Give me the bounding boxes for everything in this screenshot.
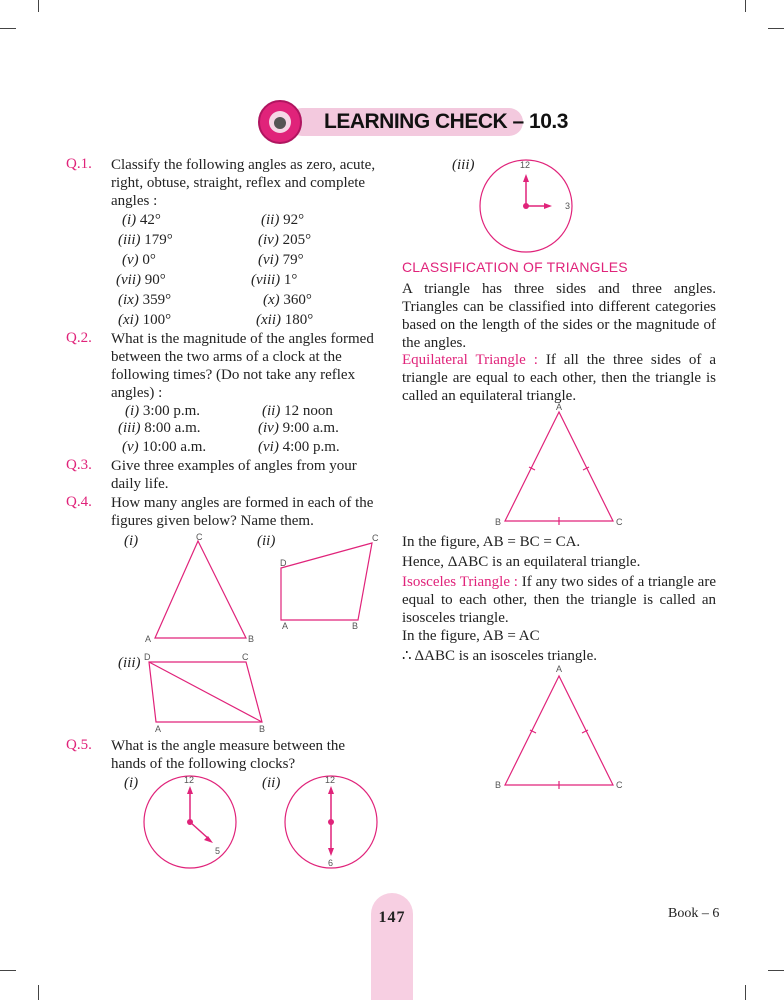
vertex-label: A xyxy=(145,634,152,644)
isosceles-conclusion: ∴ ΔABC is an isosceles triangle. xyxy=(402,648,597,664)
q1-option: (i) 42° xyxy=(122,212,161,228)
crop-mark xyxy=(38,985,39,1000)
q3-number: Q.3. xyxy=(66,457,92,473)
bee-emblem-icon xyxy=(258,100,302,144)
isosceles-statement: In the figure, AB = AC xyxy=(402,628,540,644)
vertex-label: B xyxy=(495,517,502,527)
vertex-label: C xyxy=(242,652,249,662)
q2-option: (vi) 4:00 p.m. xyxy=(258,439,340,455)
crop-mark xyxy=(0,28,16,29)
vertex-label: C xyxy=(616,517,623,527)
q1-option: (vii) 90° xyxy=(116,272,166,288)
q1-option: (v) 0° xyxy=(122,252,156,268)
vertex-label: C xyxy=(372,533,379,543)
vertex-label: B xyxy=(352,621,359,631)
q4-fig-ii-tag: (ii) xyxy=(257,533,276,549)
q2-option: (iii) 8:00 a.m. xyxy=(118,420,201,436)
crop-mark xyxy=(768,970,784,971)
vertex-label: B xyxy=(259,724,266,734)
q1-option: (ii) 92° xyxy=(261,212,305,228)
vertex-label: A xyxy=(556,664,563,674)
book-label: Book – 6 xyxy=(668,906,720,921)
q2-option: (ii) 12 noon xyxy=(262,403,333,419)
clock-number: 5 xyxy=(215,846,221,856)
q1-option: (x) 360° xyxy=(263,292,312,308)
q1-option: (iii) 179° xyxy=(118,232,173,248)
q1-option: (xi) 100° xyxy=(118,312,172,328)
q1-option: (ix) 359° xyxy=(118,292,172,308)
q4-text: How many angles are formed in each of the figures given below? Name them. xyxy=(111,495,374,529)
q5-number: Q.5. xyxy=(66,737,92,753)
equilateral-conclusion: Hence, ΔABC is an equilateral triangle. xyxy=(402,554,641,570)
vertex-label: D xyxy=(144,652,151,662)
clock-number: 3 xyxy=(565,201,571,211)
q1-option: (vi) 79° xyxy=(258,252,304,268)
vertex-label: C xyxy=(616,780,623,790)
learning-check-header xyxy=(258,100,568,144)
q2-option: (v) 10:00 a.m. xyxy=(122,439,207,455)
q5-clock-ii-tag: (ii) xyxy=(262,775,281,791)
q5-clock-iii-tag: (iii) xyxy=(452,157,475,173)
q4-fig-i-tag: (i) xyxy=(124,533,139,549)
clock-number: 6 xyxy=(328,858,334,868)
equilateral-statement: In the figure, AB = BC = CA. xyxy=(402,534,581,550)
equilateral-definition: Equilateral Triangle : If all the three sides of a triangle are equal to each other, then the triangle is called an equilateral triangle. xyxy=(402,352,716,404)
q2-number: Q.2. xyxy=(66,330,92,346)
isosceles-triangle xyxy=(0,0,1,1)
q2-option: (i) 3:00 p.m. xyxy=(125,403,201,419)
equilateral-term: Equilateral Triangle : xyxy=(402,352,538,368)
q5-text: What is the angle measure between the hands of the following clocks? xyxy=(111,738,346,772)
vertex-label: C xyxy=(196,532,203,542)
q1-option: (xii) 180° xyxy=(256,312,314,328)
intro-paragraph: A triangle has three sides and three angles. Triangles can be classified into different categories based on the length of the sides or the magnitude of the angles. xyxy=(402,281,716,351)
vertex-label: B xyxy=(495,780,502,790)
q1-text: Classify the following angles as zero, acute, right, obtuse, straight, reflex and complete angles : xyxy=(111,157,376,209)
vertex-label: D xyxy=(280,558,287,568)
q5-clock-i-tag: (i) xyxy=(124,775,139,791)
isosceles-term: Isosceles Triangle : xyxy=(402,574,518,590)
vertex-label: B xyxy=(248,634,255,644)
clock-number: 12 xyxy=(520,160,531,170)
page-number: 147 xyxy=(378,909,406,926)
isosceles-definition: Isosceles Triangle : If any two sides of a triangle are equal to each other, then the triangle is called an isosceles triangle. xyxy=(402,574,716,626)
q4-fig-iii-tag: (iii) xyxy=(118,655,141,671)
crop-mark xyxy=(38,0,39,12)
crop-mark xyxy=(745,985,746,1000)
crop-mark xyxy=(0,970,16,971)
vertex-label: A xyxy=(155,724,162,734)
q2-text: What is the magnitude of the angles formed between the two arms of a clock at the following times? (Do not take any reflex angles) : xyxy=(111,331,374,401)
crop-mark xyxy=(768,28,784,29)
header-title: LEARNING CHECK – 10.3 xyxy=(324,110,568,133)
q1-option: (viii) 1° xyxy=(251,272,298,288)
q1-option: (iv) 205° xyxy=(258,232,312,248)
vertex-label: A xyxy=(282,621,289,631)
q2-option: (iv) 9:00 a.m. xyxy=(258,420,339,436)
q3-text: Give three examples of angles from your daily life. xyxy=(111,458,357,492)
clock-number: 12 xyxy=(184,775,195,785)
section-heading: CLASSIFICATION OF TRIANGLES xyxy=(402,259,628,275)
q1-number: Q.1. xyxy=(66,156,92,172)
vertex-label: A xyxy=(556,402,563,412)
clock-number: 12 xyxy=(325,775,336,785)
crop-mark xyxy=(745,0,746,12)
q4-number: Q.4. xyxy=(66,494,92,510)
